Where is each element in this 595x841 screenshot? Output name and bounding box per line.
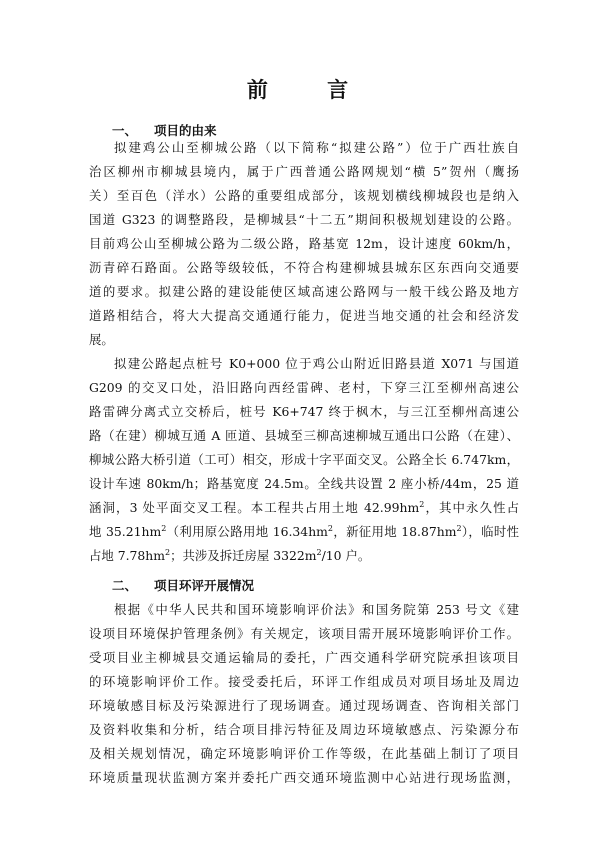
superscript: 2 [419, 499, 425, 509]
page-title: 前 言 [246, 78, 375, 102]
section-heading-2 [112, 576, 254, 594]
paragraph-line: 环境敏感目标及污染源进行了现场调查。通过现场调查、咨询相关部门 [89, 698, 519, 713]
paragraph-line: 国道 G323 的调整路段，是柳城县“十二五”期间积极规划建设的公路。 [89, 212, 519, 227]
paragraph-line: 沥青碎石路面。公路等级较低，不符合构建柳城县城东区东西向交通要 [89, 260, 519, 275]
line-text: （利用原公路用地 16.34hm [166, 524, 328, 539]
paragraph-line: 受项目业主柳城县交通运输局的委托，广西交通科学研究院承担该项目 [89, 650, 519, 665]
line-text: ，其中永久性占 [424, 500, 520, 515]
paragraph-line: 的环境影响评价工作。接受委托后，环评工作组成员对项目场址及周边 [89, 674, 519, 689]
section-number: 一、 [112, 123, 138, 138]
paragraph-line: 环境质量现状监测方案并委托广西交通环境监测中心站进行现场监测， [89, 770, 519, 785]
paragraph-line [89, 524, 519, 540]
superscript: 2 [316, 547, 322, 557]
paragraph-line: 路（在建）柳城互通 A 匝道、县城至三柳高速柳城互通出口公路（在建）、 [89, 428, 519, 443]
paragraph-line: 设项目环境保护管理条例》有关规定，该项目需开展环境影响评价工作。 [89, 626, 519, 641]
superscript: 2 [161, 523, 167, 533]
paragraph-line: G209 的交叉口处，沿旧路向西经雷碑、老村，下穿三江至柳州高速公 [89, 380, 519, 395]
section-title: 项目环评开展情况 [154, 578, 255, 593]
line-text: 占地 7.78hm [89, 548, 166, 563]
section-number: 二、 [112, 578, 138, 593]
superscript: 2 [165, 547, 171, 557]
line-text: ，新征用地 18.87hm [333, 524, 457, 539]
paragraph-line: 设计车速 80km/h；路基宽度 24.5m。全线共设置 2 座小桥/44m，25 道 [89, 476, 519, 491]
paragraph-line: 及资料收集和分析，结合项目排污特征及周边环境敏感点、污染源分布 [89, 722, 519, 737]
superscript: 2 [327, 523, 334, 533]
paragraph-line: 展。 [89, 332, 114, 347]
superscript: 2 [456, 523, 462, 533]
section-heading-1 [112, 121, 217, 139]
paragraph-line: 治区柳州市柳城县境内，属于广西普通公路网规划“横 5”贺州（鹰扬 [89, 164, 519, 179]
line-text: 地 35.21hm [89, 524, 162, 539]
paragraph-line: 路雷碑分离式立交桥后，桩号 K6+747 终于枫木，与三江至柳州高速公 [89, 404, 519, 419]
paragraph-line [89, 500, 519, 516]
paragraph-line: 拟建公路起点桩号 K0+000 位于鸡公山附近旧路县道 X071 与国道 [114, 356, 519, 371]
paragraph-line: 道的要求。拟建公路的建设能使区域高速公路网与一般干线公路及地方 [89, 284, 519, 299]
paragraph-line: 及相关规划情况，确定环境影响评价工作等级，在此基础上制订了项目 [89, 746, 519, 761]
paragraph-line: 目前鸡公山至柳城公路为二级公路，路基宽 12m，设计速度 60km/h， [89, 236, 519, 251]
line-text: /10 户。 [321, 548, 371, 563]
paragraph-line: 关）至百色（洋水）公路的重要组成部分，该规划横线柳城段也是纳入 [89, 188, 519, 203]
paragraph-line: 道路相结合，将大大提高交通通行能力，促进当地交通的社会和经济发 [89, 308, 519, 323]
paragraph-line [89, 548, 519, 564]
line-text: ；共涉及拆迁房屋 3322m [170, 548, 317, 563]
line-text: 涵洞，3 处平面交叉工程。本工程共占用土地 42.99hm [89, 500, 420, 515]
paragraph-line: 柳城公路大桥引道（工可）相交，形成十字平面交叉。公路全长 6.747km， [89, 452, 519, 467]
section-title: 项目的由来 [154, 123, 217, 138]
paragraph-line: 拟建鸡公山至柳城公路（以下简称“拟建公路”）位于广西壮族自 [114, 140, 519, 155]
line-text: ），临时性 [461, 524, 519, 539]
paragraph-line: 根据《中华人民共和国环境影响评价法》和国务院第 253 号文《建 [114, 602, 519, 617]
